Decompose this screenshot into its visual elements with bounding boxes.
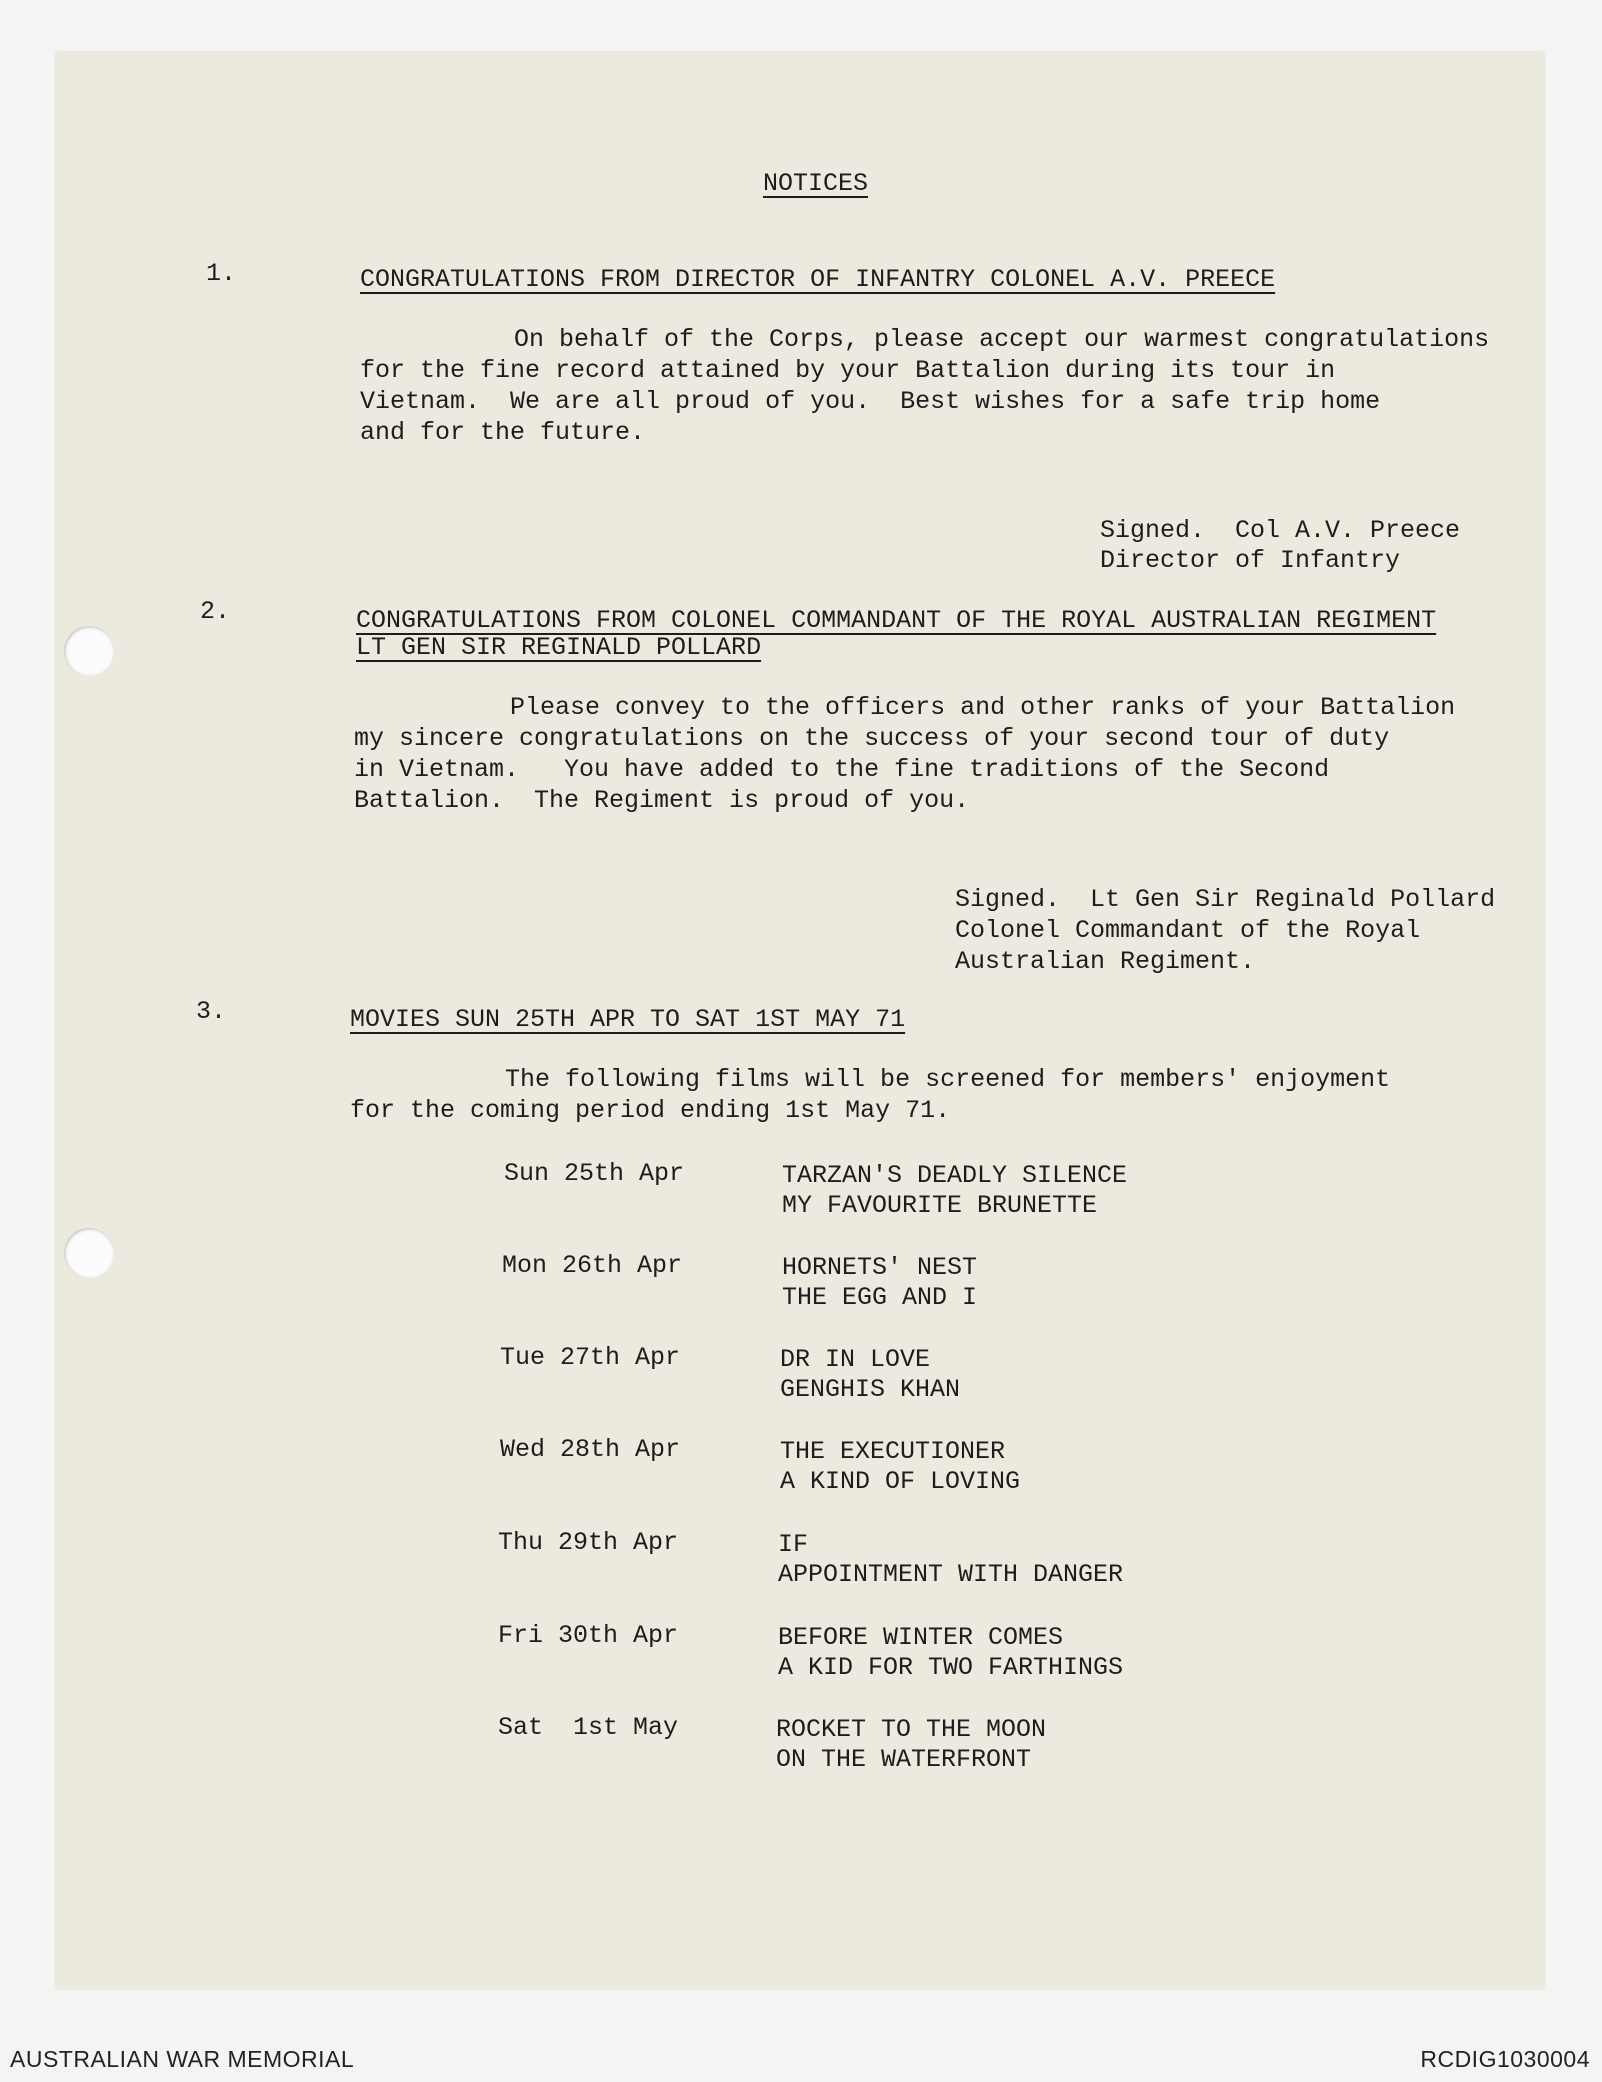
notice-body-line: in Vietnam. You have added to the fine traditions of the Second [354, 755, 1330, 784]
schedule-film: DR IN LOVE [780, 1345, 931, 1374]
schedule-film: THE EGG AND I [782, 1283, 978, 1312]
schedule-day: Wed 28th Apr [500, 1435, 681, 1464]
schedule-film: ON THE WATERFRONT [776, 1745, 1032, 1774]
schedule-day: Mon 26th Apr [502, 1251, 683, 1280]
schedule-day: Thu 29th Apr [498, 1528, 679, 1557]
notice-body-line: The following films will be screened for members' enjoyment [505, 1065, 1391, 1094]
notice-body-line: Battalion. The Regiment is proud of you. [354, 786, 970, 815]
punch-hole [64, 1228, 114, 1278]
archive-credit: AUSTRALIAN WAR MEMORIAL [10, 2046, 355, 2072]
schedule-film: ROCKET TO THE MOON [776, 1715, 1047, 1744]
notice-body-line: and for the future. [360, 418, 646, 447]
signature-line: Signed. Col A.V. Preece [1100, 516, 1461, 545]
signature-line: Signed. Lt Gen Sir Reginald Pollard [955, 885, 1496, 914]
schedule-day: Sun 25th Apr [504, 1159, 685, 1188]
notice-number: 1. [206, 259, 237, 288]
schedule-film: MY FAVOURITE BRUNETTE [782, 1191, 1098, 1220]
notice-body-line: Vietnam. We are all proud of you. Best wishes for a safe trip home [360, 387, 1381, 416]
schedule-film: BEFORE WINTER COMES [778, 1623, 1064, 1652]
schedule-film: HORNETS' NEST [782, 1253, 978, 1282]
notice-body-line: my sincere congratulations on the success of your second tour of duty [354, 724, 1390, 753]
punch-hole [64, 626, 114, 676]
schedule-day: Fri 30th Apr [498, 1621, 679, 1650]
signature-line: Colonel Commandant of the Royal [955, 916, 1421, 945]
schedule-film: APPOINTMENT WITH DANGER [778, 1560, 1124, 1589]
schedule-day: Tue 27th Apr [500, 1343, 681, 1372]
archive-id: RCDIG1030004 [1420, 2046, 1590, 2072]
notice-title: MOVIES SUN 25TH APR TO SAT 1ST MAY 71 [350, 1005, 906, 1034]
notice-title: CONGRATULATIONS FROM COLONEL COMMANDANT OF THE ROYAL AUSTRALIAN REGIMENT [356, 606, 1437, 635]
schedule-film: IF [778, 1530, 809, 1559]
schedule-film: A KID FOR TWO FARTHINGS [778, 1653, 1124, 1682]
schedule-film: A KIND OF LOVING [780, 1467, 1021, 1496]
notice-body-line: for the coming period ending 1st May 71. [350, 1096, 951, 1125]
notice-number: 3. [196, 997, 227, 1026]
notice-body-line: On behalf of the Corps, please accept our warmest congratulations [514, 325, 1490, 354]
notice-body-line: Please convey to the officers and other ranks of your Battalion [510, 693, 1456, 722]
page-title: NOTICES [763, 169, 869, 198]
schedule-film: THE EXECUTIONER [780, 1437, 1006, 1466]
notice-title: CONGRATULATIONS FROM DIRECTOR OF INFANTRY COLONEL A.V. PREECE [360, 265, 1276, 294]
schedule-film: GENGHIS KHAN [780, 1375, 961, 1404]
notice-number: 2. [200, 597, 231, 626]
notice-title: LT GEN SIR REGINALD POLLARD [356, 633, 762, 662]
signature-line: Australian Regiment. [955, 947, 1256, 976]
signature-line: Director of Infantry [1100, 546, 1401, 575]
notice-body-line: for the fine record attained by your Battalion during its tour in [360, 356, 1336, 385]
schedule-day: Sat 1st May [498, 1713, 679, 1742]
schedule-film: TARZAN'S DEADLY SILENCE [782, 1161, 1128, 1190]
